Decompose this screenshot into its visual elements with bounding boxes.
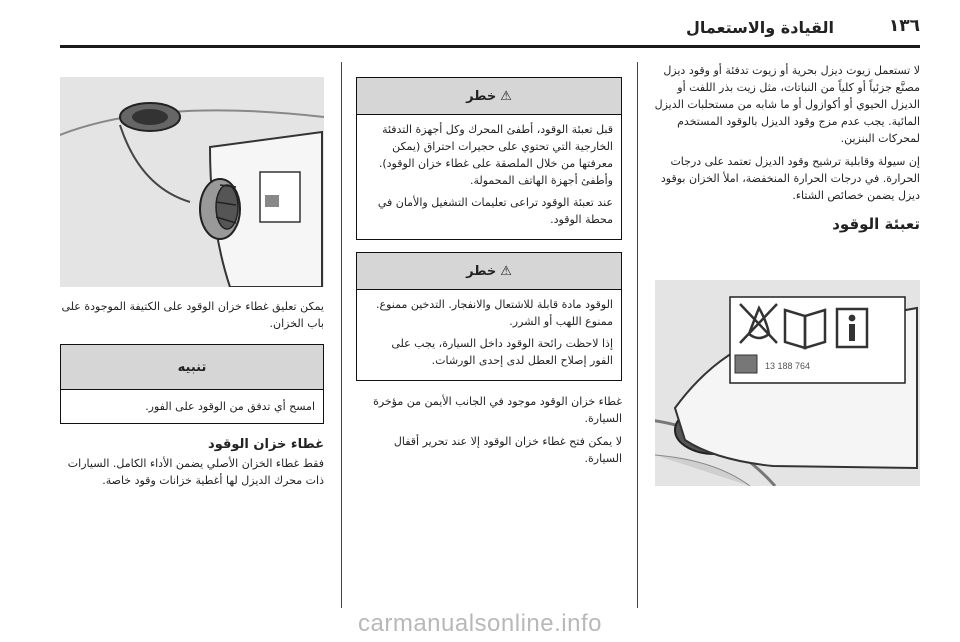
- figure-label: 13 188 764: [765, 361, 811, 371]
- figure-caption: يمكن تعليق غطاء خزان الوقود على الكتيفة الموجودة على باب الخزان.: [61, 300, 324, 330]
- danger-box-header: [357, 253, 621, 290]
- body-paragraph: فقط غطاء الخزان الأصلي يضمن الأداء الكامل. السيارات ذات محرك الديزل لها أغطية خزانات وقود خاصة.: [67, 457, 324, 487]
- note-box: [60, 344, 324, 424]
- danger-text: الوقود مادة قابلة للاشتعال والانفجار. التدخين ممنوع. ممنوع اللهب أو الشرر.: [376, 298, 613, 328]
- page-number: ١٣٦: [888, 16, 920, 36]
- fuel-door-label-figure: [655, 280, 920, 486]
- warning-triangle-icon: ⚠: [500, 263, 512, 279]
- intro-paragraph: إن سيولة وقابلية ترشيح وقود الديزل تعتمد على درجات الحرارة. في درجات الحرارة المنخفضة، املأ الخزان بوقود ديزل يضمن خصائص الشتاء.: [660, 155, 920, 202]
- chapter-title: القيادة والاستعمال: [685, 18, 834, 37]
- fuel-cap-illustration: [60, 77, 324, 287]
- danger-title: خطر: [466, 263, 497, 279]
- page-header: [60, 14, 920, 44]
- left-column: [60, 298, 324, 495]
- warning-triangle-icon: ⚠: [500, 88, 512, 104]
- danger-box-header: [357, 78, 621, 115]
- section-title: تعبئة الوقود: [832, 215, 920, 233]
- gm-logo-icon: [735, 355, 757, 373]
- right-column: [652, 62, 920, 241]
- danger-title: خطر: [466, 88, 497, 104]
- fuel-cap-figure: [60, 77, 324, 287]
- sub-title: غطاء خزان الوقود: [208, 437, 324, 452]
- note-box-header: تنبيه: [61, 345, 323, 390]
- danger-text: عند تعبئة الوقود تراعى تعليمات التشغيل والأمان في محطة الوقود.: [377, 196, 613, 226]
- danger-box: [356, 77, 622, 240]
- danger-text: قبل تعبئة الوقود، أطفئ المحرك وكل أجهزة التدفئة الخارجية التي تحتوي على حجيرات احتراق (يمكن معرفتها من خلال الملصقة على غطاء خزان الوقود). وأطفئ أجهزة الهاتف المحمولة.: [378, 123, 613, 187]
- body-paragraph: غطاء خزان الوقود موجود في الجانب الأيمن من مؤخرة السيارة.: [373, 395, 622, 425]
- danger-text: إذا لاحظت رائحة الوقود داخل السيارة، يجب على الفور إصلاح العطل لدى إحدى الورشات.: [391, 337, 613, 367]
- fuel-cap-icon: [200, 179, 240, 239]
- danger-box: [356, 252, 622, 381]
- middle-column: [356, 77, 622, 473]
- column-divider-left: [341, 62, 342, 608]
- intro-paragraph: لا تستعمل زيوت ديزل بحرية أو زيوت تدفئة أو وقود ديزل مصنَّع جزئياً أو كلياً من النباتات، مثل زيت بذر اللفت أو الديزل الحيوي أو أكوازول أو ما شابه من مستحلبات الديزل المائية. يجب عدم مزج وقود الديزل بالوقود المستخدم لمحركات البنزين.: [654, 64, 920, 145]
- body-paragraph: لا يمكن فتح غطاء خزان الوقود إلا عند تحرير أقفال السيارة.: [393, 435, 622, 465]
- column-divider-right: [637, 62, 638, 608]
- fuel-door-illustration: [655, 280, 920, 486]
- header-rule: [60, 45, 920, 48]
- note-text: امسح أي تدفق من الوقود على الفور.: [145, 400, 315, 413]
- watermark: carmanualsonline.info: [358, 610, 602, 637]
